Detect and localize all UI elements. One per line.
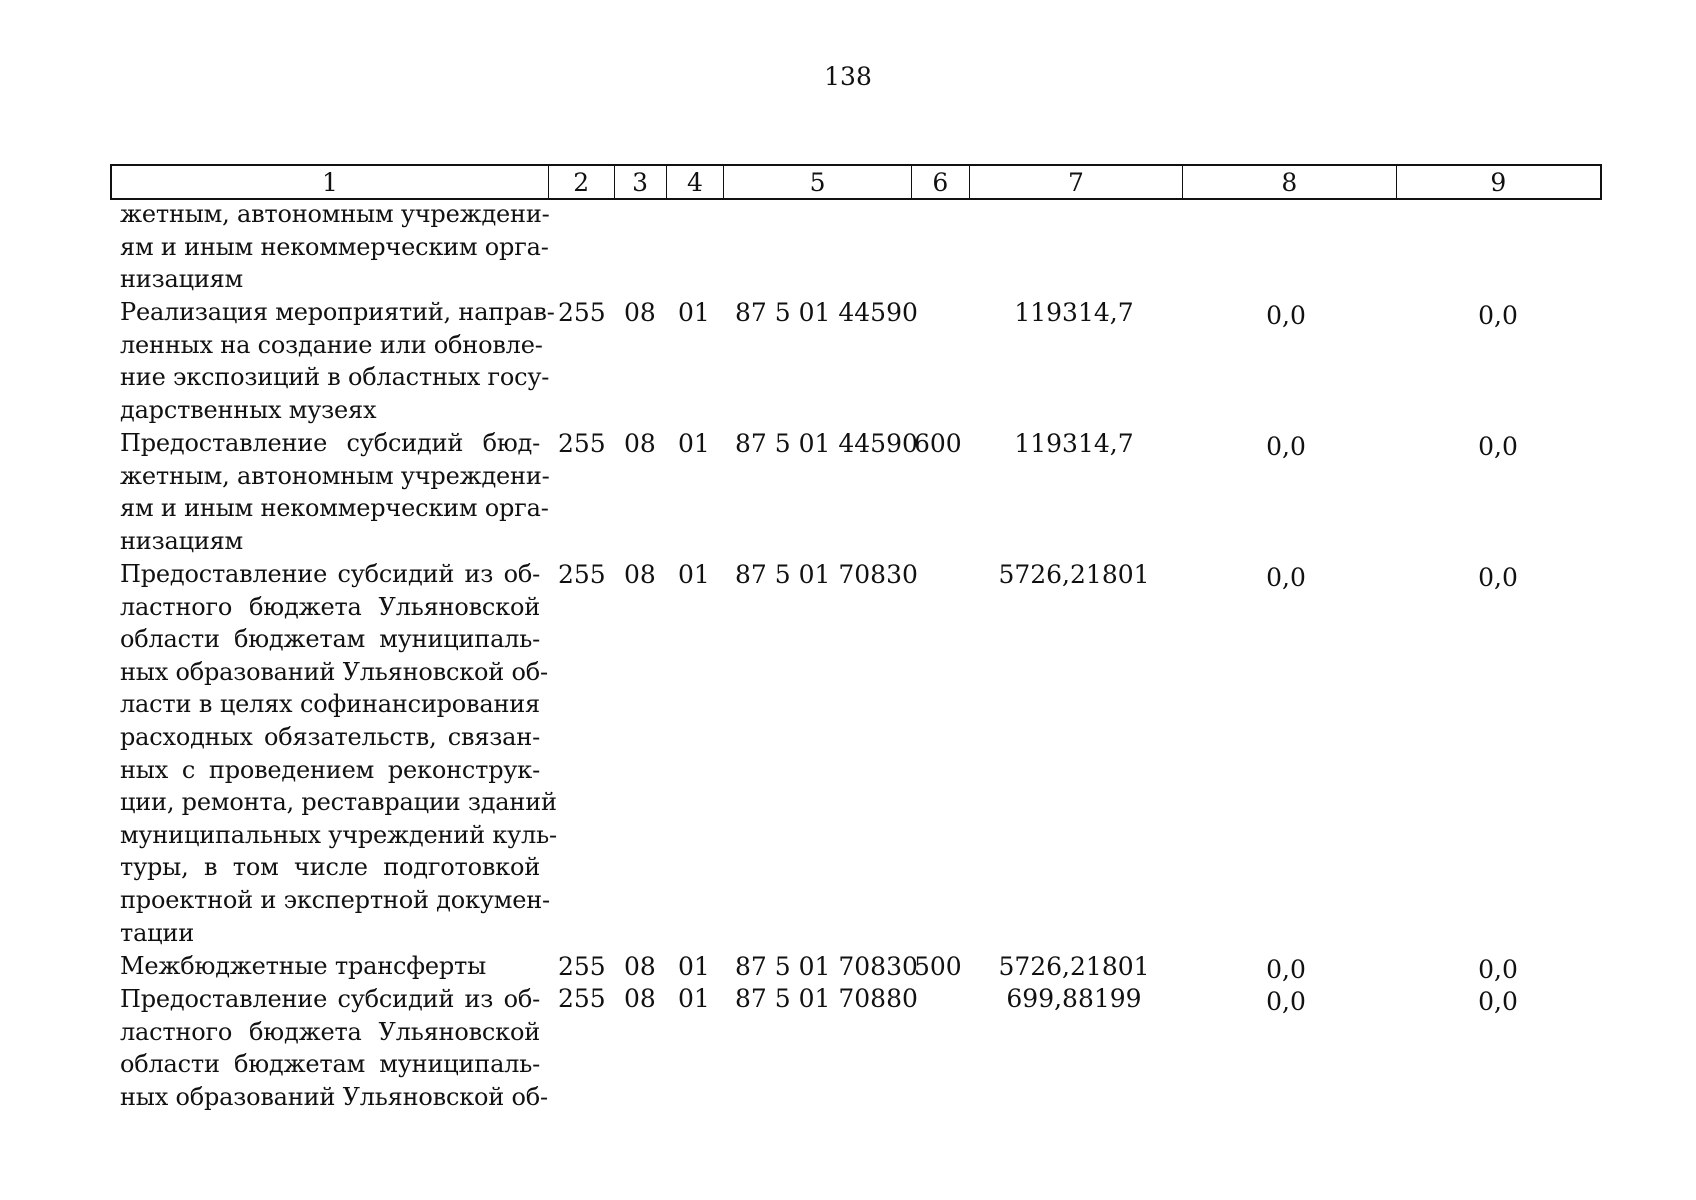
description-line: Предоставление субсидий из об-	[120, 985, 540, 1013]
description-line: дарственных музеях	[120, 395, 377, 424]
description-line: расходных обязательств, связан-	[120, 722, 540, 751]
header-col-8: 8	[1183, 166, 1396, 198]
header-col-5: 5	[724, 166, 912, 198]
cell-col-5: 87 5 01 70830	[735, 560, 918, 589]
cell-col-4: 01	[678, 429, 710, 458]
table-row-description	[120, 198, 550, 296]
cell-col-4: 01	[678, 952, 710, 981]
cell-col-7: 699,88199	[1006, 984, 1142, 1013]
cell-col-7: 5726,21801	[998, 560, 1150, 589]
description-line: ленных на создание или обновле-	[120, 330, 543, 359]
cell-col-8: 0,0	[1266, 301, 1306, 330]
cell-col-3: 08	[624, 984, 656, 1013]
cell-col-2: 255	[558, 560, 606, 589]
cell-col-8: 0,0	[1266, 563, 1306, 592]
cell-col-3: 08	[624, 298, 656, 327]
cell-col-5: 87 5 01 70830	[735, 952, 918, 981]
cell-col-6: 600	[914, 429, 962, 458]
cell-col-5: 87 5 01 70880	[735, 984, 918, 1013]
description-line: ластного бюджета Ульяновской	[120, 1017, 540, 1046]
cell-col-2: 255	[558, 984, 606, 1013]
cell-col-7: 119314,7	[1014, 429, 1134, 458]
table-row-description	[120, 983, 548, 1113]
cell-col-7: 119314,7	[1014, 298, 1134, 327]
cell-col-2: 255	[558, 429, 606, 458]
header-col-6: 6	[912, 166, 970, 198]
cell-col-8: 0,0	[1266, 987, 1306, 1016]
description-line: низациям	[120, 526, 244, 555]
description-line: области бюджетам муниципаль-	[120, 625, 540, 654]
cell-col-3: 08	[624, 429, 656, 458]
cell-col-9: 0,0	[1478, 563, 1518, 592]
cell-col-4: 01	[678, 560, 710, 589]
header-col-4: 4	[667, 166, 725, 198]
description-line: Предоставление субсидий бюд-	[120, 429, 540, 457]
cell-col-5: 87 5 01 44590	[735, 298, 918, 327]
cell-col-8: 0,0	[1266, 955, 1306, 984]
description-line: ных образований Ульяновской об-	[120, 657, 548, 686]
header-col-9: 9	[1490, 168, 1507, 197]
cell-col-2: 255	[558, 952, 606, 981]
header-col-3: 3	[615, 166, 667, 198]
table-header	[110, 164, 1602, 200]
cell-col-5: 87 5 01 44590	[735, 429, 918, 458]
description-line: Реализация мероприятий, направ-	[120, 298, 555, 326]
description-line: низациям	[120, 265, 244, 294]
description-line: туры, в том числе подготовкой	[120, 853, 540, 882]
cell-col-9: 0,0	[1478, 301, 1518, 330]
cell-col-9: 0,0	[1478, 432, 1518, 461]
description-line: проектной и экспертной докумен-	[120, 885, 550, 914]
cell-col-4: 01	[678, 984, 710, 1013]
cell-col-7: 5726,21801	[998, 952, 1150, 981]
table-row-description	[120, 558, 557, 949]
cell-col-2: 255	[558, 298, 606, 327]
description-line: Межбюджетные трансферты	[120, 952, 486, 980]
header-col-7: 7	[970, 166, 1183, 198]
cell-col-6: 500	[914, 952, 962, 981]
description-line: ных с проведением реконструк-	[120, 755, 540, 784]
cell-col-4: 01	[678, 298, 710, 327]
cell-col-3: 08	[624, 952, 656, 981]
table-row-description	[120, 950, 540, 983]
description-line: жетным, автономным учреждени-	[120, 200, 550, 228]
table-row-description	[120, 296, 555, 426]
header-col-1: 1	[112, 166, 549, 198]
table-row-description	[120, 427, 550, 557]
cell-col-9: 0,0	[1478, 955, 1518, 984]
cell-col-8: 0,0	[1266, 432, 1306, 461]
description-line: ям и иным некоммерческим орга-	[120, 494, 549, 523]
description-line: Предоставление субсидий из об-	[120, 560, 540, 588]
cell-col-9: 0,0	[1478, 987, 1518, 1016]
description-line: муниципальных учреждений куль-	[120, 820, 557, 849]
description-line: ние экспозиций в областных госу-	[120, 363, 550, 392]
description-line: ластного бюджета Ульяновской	[120, 592, 540, 621]
description-line: области бюджетам муниципаль-	[120, 1050, 540, 1079]
header-col-2: 2	[549, 166, 615, 198]
description-line: жетным, автономным учреждени-	[120, 461, 550, 490]
description-line: тации	[120, 918, 195, 947]
description-line: ям и иным некоммерческим орга-	[120, 232, 549, 261]
cell-col-3: 08	[624, 560, 656, 589]
page-number: 138	[824, 62, 872, 91]
description-line: ных образований Ульяновской об-	[120, 1082, 548, 1111]
description-line: ции, ремонта, реставрации зданий	[120, 788, 557, 817]
description-line: ласти в целях софинансирования	[120, 690, 540, 719]
